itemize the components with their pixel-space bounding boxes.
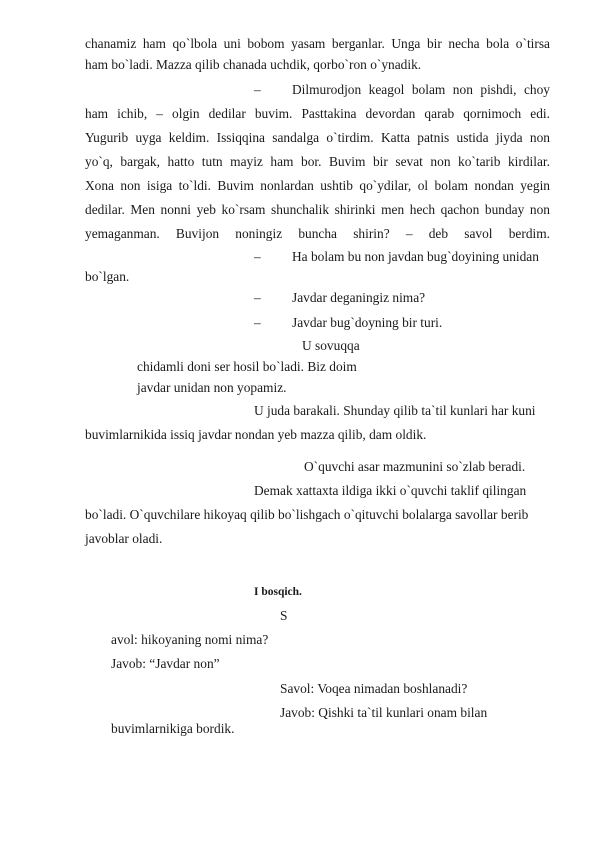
text-line: U sovuqqa xyxy=(302,338,360,353)
text-line: chidamli doni ser hosil bo`ladi. Biz doim xyxy=(137,359,357,374)
text-line: yo`q, bargak, hatto tutn mayiz ham bor. Buvim bir sevat non ko`tarib kirdilar. xyxy=(85,154,550,169)
dialogue-dash: – xyxy=(254,290,261,305)
text-line: yemaganman. Buvijon noningiz buncha shirin? – deb savol berdim. xyxy=(85,226,550,241)
text-line: ham ichib, – olgin dedilar buvim. Pasttakina devordan qarab qornimoch edi. xyxy=(85,106,550,121)
text-line: Javob: “Javdar non” xyxy=(111,656,220,671)
text-line: ham bo`ladi. Mazza qilib chanada uchdik, qorbo`ron o`ynadik. xyxy=(85,57,422,72)
text-line: Javdar bug`doyning bir turi. xyxy=(292,315,443,330)
text-line: dedilar. Men nonni yeb ko`rsam shunchalik shirinki men hech qachon bunday non xyxy=(85,202,550,217)
text-line: buvimlarnikiga bordik. xyxy=(111,721,235,736)
dialogue-dash: – xyxy=(254,315,261,330)
text-line: Demak xattaxta ildiga ikki o`quvchi taklif qilingan xyxy=(254,483,527,498)
text-line: buvimlarnikida issiq javdar nondan yeb mazza qilib, dam oldik. xyxy=(85,427,427,442)
text-line: bo`ladi. O`quvchilare hikoyaq qilib bo`lishgach o`qituvchi bolalarga savollar berib xyxy=(85,507,529,522)
text-line: U juda barakali. Shunday qilib ta`til kunlari har kuni xyxy=(254,403,536,418)
text-line: Javob: Qishki ta`til kunlari onam bilan xyxy=(280,705,488,720)
text-line: Javdar deganingiz nima? xyxy=(292,290,426,305)
dialogue-dash: – xyxy=(254,249,261,264)
dialogue-dash: – xyxy=(254,82,261,97)
text-line: javdar unidan non yopamiz. xyxy=(137,380,287,395)
text-line: O`quvchi asar mazmunini so`zlab beradi. xyxy=(304,459,526,474)
section-heading: I bosqich. xyxy=(254,586,302,598)
text-line: chanamiz ham qo`lbola uni bobom yasam berganlar. Unga bir necha bola o`tirsa xyxy=(85,36,550,51)
text-line: S xyxy=(280,608,288,623)
text-line: Xona non isiga to`ldi. Buvim nonlardan ushtib qo`ydilar, ol bolam nondan yegin xyxy=(85,178,550,193)
text-line: avol: hikoyaning nomi nima? xyxy=(111,632,269,647)
text-line: javoblar oladi. xyxy=(85,531,163,546)
text-line: Dilmurodjon keagol bolam non pishdi, choy xyxy=(292,82,550,97)
text-line: Ha bolam bu non javdan bug`doyining unidan xyxy=(292,249,539,264)
text-line: Savol: Voqea nimadan boshlanadi? xyxy=(280,681,468,696)
text-line: bo`lgan. xyxy=(85,269,130,284)
text-line: Yugurib uyga keldim. Issiqqina sandalga o`tirdim. Katta patnis ustida jiyda non xyxy=(85,130,550,145)
